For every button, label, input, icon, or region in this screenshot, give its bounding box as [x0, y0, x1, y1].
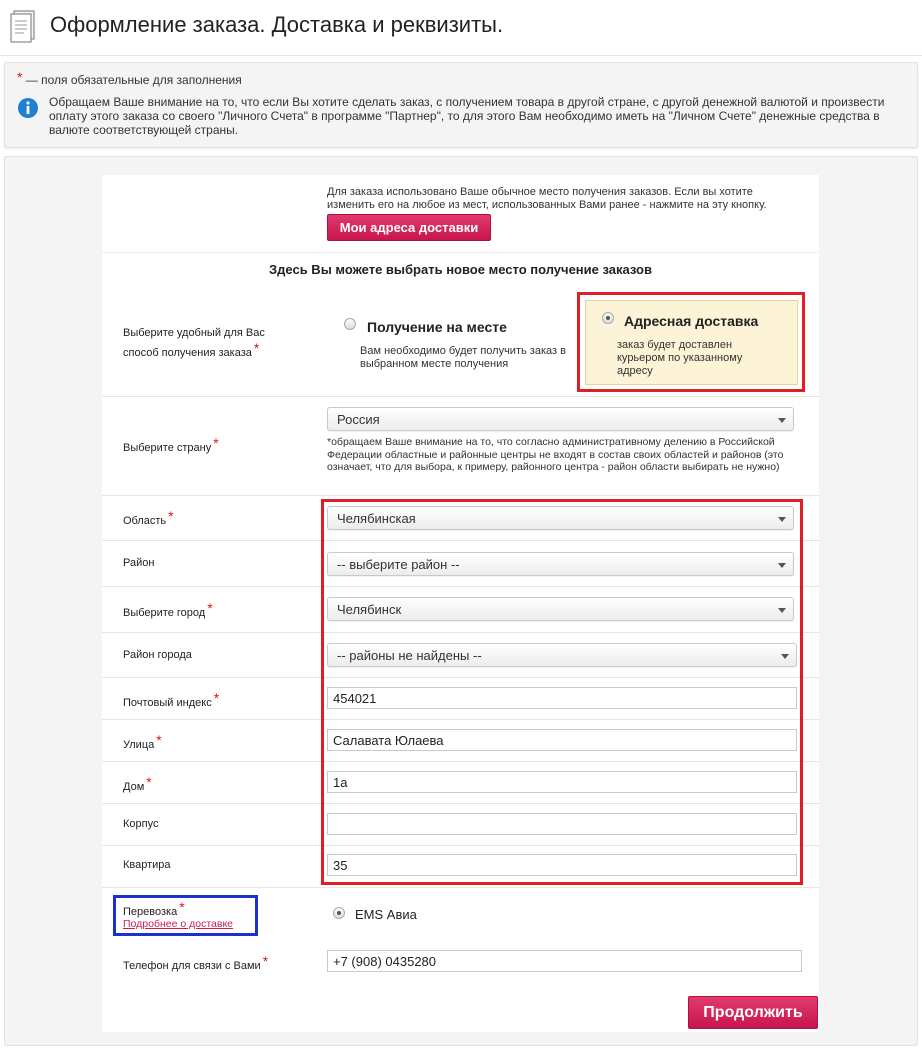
required-star: * [156, 732, 162, 748]
street-label-text: Улица [123, 739, 155, 751]
divider [102, 252, 819, 253]
ems-avia-radio[interactable] [333, 907, 345, 919]
phone-input[interactable]: +7 (908) 0435280 [327, 950, 802, 972]
chevron-down-icon [778, 418, 786, 423]
document-icon [8, 8, 40, 44]
country-label-text: Выберите страну [123, 442, 212, 454]
building-label [123, 818, 158, 830]
divider [102, 495, 819, 496]
district-value: -- выберите район -- [337, 557, 460, 572]
required-star: * [17, 69, 23, 85]
pickup-radio[interactable] [344, 318, 356, 330]
phone-label-text: Телефон для связи с Вами [123, 960, 261, 972]
delivery-details-link[interactable]: Подробнее о доставке [123, 918, 234, 930]
address-delivery-title[interactable]: Адресная доставка [624, 313, 759, 329]
apartment-input[interactable]: 35 [327, 854, 797, 876]
city-label [123, 600, 213, 619]
addresses-hint: Для заказа использовано Ваше обычное место получения заказов. Если вы хотите изменить его на любое из мест, использованных Вами ранее - нажмите на эту кнопку. [327, 186, 767, 211]
district-label-text: Район [123, 557, 155, 569]
info-text: Обращаем Ваше внимание на то, что если Вы хотите сделать заказ, с получением товара в другой стране, с другой денежной валютой и произвести оплату этого заказа со своего "Личного Счета" в программе "Партнер", то для этого Вам необходимо иметь на "Личном Счете" денежные средства в валюте соответствующей страны. [49, 95, 885, 137]
house-label-text: Дом [123, 781, 145, 793]
city-label-text: Выберите город [123, 607, 206, 619]
postal-input[interactable]: 454021 [327, 687, 797, 709]
required-star: * [262, 953, 269, 969]
pickup-description: Вам необходимо будет получить заказ в выбранном месте получения [360, 345, 566, 370]
info-icon [17, 97, 39, 119]
divider [102, 396, 819, 397]
district-label [123, 557, 154, 569]
required-star: * [146, 774, 152, 790]
required-star: * [253, 340, 260, 356]
city-district-label-text: Район города [123, 649, 192, 661]
highlight-frame-shipping [113, 895, 258, 936]
country-select[interactable] [327, 407, 794, 431]
notice-box [4, 62, 918, 148]
street-input[interactable]: Салавата Юлаева [327, 729, 797, 751]
apartment-label-text: Квартира [123, 859, 171, 871]
required-star: * [179, 899, 185, 915]
postal-label-text: Почтовый индекс [123, 697, 212, 709]
delivery-method-text: Выберите удобный для Вас способ получения заказа [123, 327, 265, 359]
required-note [15, 71, 242, 87]
region-label [123, 508, 174, 527]
highlight-frame-address [321, 499, 803, 885]
required-star: * [213, 435, 219, 451]
page-header [0, 0, 922, 56]
building-label-text: Корпус [123, 818, 159, 830]
address-delivery-description: заказ будет доставлен курьером по указанному адресу [617, 339, 743, 377]
country-value: Россия [337, 412, 380, 427]
phone-label [123, 953, 269, 972]
required-star: * [168, 508, 174, 524]
city-district-value: -- районы не найдены -- [337, 648, 482, 663]
continue-button[interactable]: Продолжить [688, 996, 818, 1029]
country-label [123, 435, 219, 454]
section-title: Здесь Вы можете выбрать новое место получение заказов [269, 262, 652, 277]
required-star: * [213, 690, 220, 706]
page-title: Оформление заказа. Доставка и реквизиты. [50, 12, 504, 37]
house-label [123, 774, 152, 793]
required-text: — поля обязательные для заполнения [22, 73, 242, 87]
house-input[interactable]: 1а [327, 771, 797, 793]
street-label [123, 732, 162, 751]
country-note: *обращаем Ваше внимание на то, что согласно административному делению в Российской Федерации областные и районные центры не входят в состав своих областей и районов (это означает, что для выбора, к примеру, районного центра - район области выбирать не нужно) [327, 436, 784, 473]
pickup-title[interactable]: Получение на месте [367, 319, 507, 335]
shipping-label-text: Перевозка [123, 906, 178, 918]
city-value: Челябинск [337, 602, 402, 617]
region-label-text: Область [123, 515, 167, 527]
delivery-method-label [123, 324, 303, 362]
divider [102, 887, 819, 888]
region-value: Челябинская [337, 511, 416, 526]
my-addresses-button[interactable]: Мои адреса доставки [327, 214, 491, 241]
apartment-label [123, 859, 171, 871]
ems-avia-label[interactable]: EMS Авиа [355, 907, 417, 922]
city-district-label [123, 649, 192, 661]
required-star: * [207, 600, 213, 616]
highlight-frame-delivery [577, 292, 805, 392]
postal-label [123, 690, 220, 709]
